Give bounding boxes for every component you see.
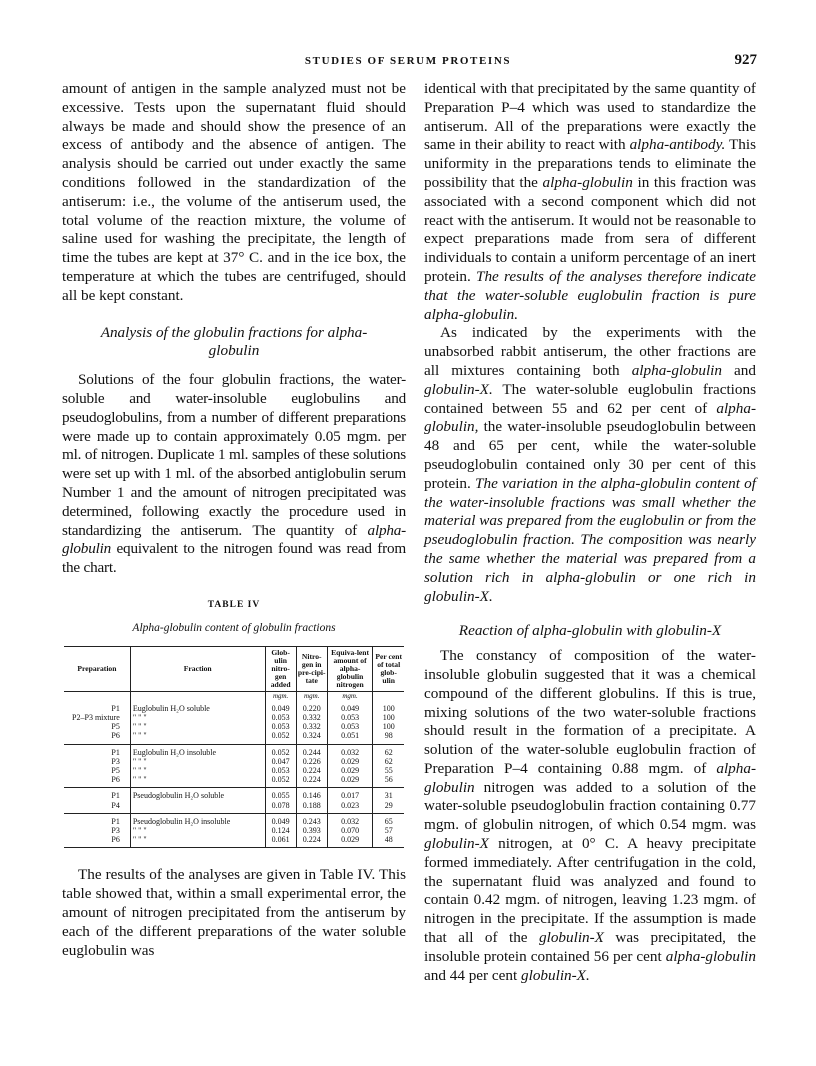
- table-iv: [64, 646, 404, 849]
- table-cell-prep: P4: [111, 800, 120, 810]
- units-row: [64, 691, 404, 701]
- col-header-preparation: Preparation: [77, 663, 117, 673]
- col-header-per-cent: Per cent of total glob-ulin: [373, 646, 404, 691]
- table-cell-prep: P3: [111, 825, 120, 835]
- table-cell-precip: 0.393: [296, 826, 327, 835]
- table-cell-fraction: Euglobulin H₂O insoluble: [130, 744, 265, 757]
- unit-cell: mgm.: [327, 691, 373, 701]
- table-cell-precip: 0.244: [296, 744, 327, 757]
- table-cell-precip: 0.226: [296, 757, 327, 766]
- table-row: [64, 722, 404, 731]
- table-cell-pct: 100: [373, 701, 404, 713]
- table-cell-pct: 100: [373, 722, 404, 731]
- table-cell-pct: 31: [373, 788, 404, 801]
- table-cell-equiv: 0.032: [327, 744, 373, 757]
- table-cell-equiv: 0.049: [327, 701, 373, 713]
- table-cell-fraction: " " ": [130, 775, 265, 788]
- table-cell-fraction: Euglobulin H₂O soluble: [130, 701, 265, 713]
- table-cell-fraction: Pseudoglobulin H₂O insoluble: [130, 813, 265, 826]
- table-cell-added: 0.052: [265, 731, 296, 744]
- col-header-nitrogen-precipitate: Nitro-gen in pre-cipi-tate: [296, 646, 327, 691]
- left-paragraph-1: amount of antigen in the sample analyzed must not be excessive. Tests upon the supernatant fluid should always be made and should show the presence of an excess of antibody and the absence of antigen. The analysis should be carried out under exactly the same conditions followed in the standardization of the antiserum: i.e., the volume of the antiserum used, the total volume of the reaction mixture, the volume of saline used for washing the precipitate, the length of time the tubes are kept at 37° C. and in the ice box, the temperature at which the tubes are centrifuged, should all be kept constant.: [62, 80, 406, 304]
- table-cell-fraction: " " ": [130, 766, 265, 775]
- table-cell-fraction: " " ": [130, 757, 265, 766]
- page-number: 927: [734, 52, 757, 68]
- table-cell-pct: 57: [373, 826, 404, 835]
- table-cell-pct: 55: [373, 766, 404, 775]
- table-cell-prep: P2–P3 mixture: [72, 712, 120, 722]
- table-cell-precip: 0.224: [296, 766, 327, 775]
- right-paragraph-1: identical with that precipitated by the same quantity of Preparation P–4 which was used to standardize the antiserum. All of the preparations were exactly the same in their ability to react with alpha-antibody. This uniformity in the preparations tends to eliminate the possibility that the alpha-globulin in this fraction was associated with a second component which did not react with the antiserum. It would not be reasonable to expect preparations made from sera of different individuals to contain a uniform percentage of an inert protein. The results of the analyses therefore indicate that the water-soluble euglobulin fraction is pure alpha-globulin.: [424, 80, 756, 323]
- table-cell-equiv: 0.029: [327, 757, 373, 766]
- col-header-fraction: Fraction: [130, 646, 265, 691]
- table-cell-equiv: 0.029: [327, 766, 373, 775]
- table-label: TABLE IV: [207, 599, 261, 610]
- table-cell-precip: 0.332: [296, 713, 327, 722]
- unit-cell: mgm.: [265, 691, 296, 701]
- table-cell-added: 0.052: [265, 744, 296, 757]
- table-cell-precip: 0.332: [296, 722, 327, 731]
- table-cell-fraction: " " ": [130, 731, 265, 744]
- table-cell-prep: P6: [111, 731, 120, 741]
- table-cell-prep: P1: [111, 747, 120, 757]
- table-cell-fraction: " " ": [130, 713, 265, 722]
- table-cell-precip: 0.324: [296, 731, 327, 744]
- table-cell-pct: 56: [373, 775, 404, 788]
- table-cell-fraction: [130, 801, 265, 814]
- table-row: [64, 835, 404, 848]
- table-cell-pct: 62: [373, 757, 404, 766]
- table-cell-precip: 0.220: [296, 701, 327, 713]
- table-cell-equiv: 0.070: [327, 826, 373, 835]
- table-row: [64, 744, 404, 757]
- table-cell-prep: P6: [111, 775, 120, 785]
- right-paragraph-2: As indicated by the experiments with the unabsorbed rabbit antiserum, the other fractions are all mixtures containing both alpha-globulin and globulin-X. The water-soluble euglobulin fractions contained between 55 and 62 per cent of alpha-globulin, the water-insoluble pseudoglobulin between 48 and 65 per cent, while the water-soluble pseudoglobulin contained only 30 per cent of this protein. The variation in the alpha-globulin content of the water-insoluble fractions was small whether the material was prepared from the euglobulin or from the pseudoglobulin fraction. The composition was nearly the same whether the material was prepared from a solution rich in alpha-globulin or one rich in globulin-X.: [424, 324, 756, 605]
- table-row: [64, 757, 404, 766]
- table-cell-fraction: " " ": [130, 835, 265, 848]
- table-cell-added: 0.047: [265, 757, 296, 766]
- table-cell-prep: P5: [111, 722, 120, 732]
- table-row: [64, 788, 404, 801]
- table-cell-added: 0.053: [265, 766, 296, 775]
- table-row: [64, 801, 404, 814]
- table-cell-pct: 29: [373, 801, 404, 814]
- table-cell-added: 0.055: [265, 788, 296, 801]
- table-cell-added: 0.124: [265, 826, 296, 835]
- table-cell-fraction: " " ": [130, 826, 265, 835]
- col-header-equivalent-amount: Equiva-lent amount of alpha-globulin nitrogen: [327, 646, 373, 691]
- table-cell-prep: P1: [111, 816, 120, 826]
- table-row: [64, 766, 404, 775]
- table-cell-equiv: 0.051: [327, 731, 373, 744]
- table-cell-pct: 65: [373, 813, 404, 826]
- table-cell-added: 0.053: [265, 713, 296, 722]
- table-cell-prep: P3: [111, 756, 120, 766]
- running-head: STUDIES OF SERUM PROTEINS: [304, 55, 512, 67]
- table-cell-added: 0.078: [265, 801, 296, 814]
- table-row: [64, 775, 404, 788]
- table-cell-prep: P5: [111, 765, 120, 775]
- table-cell-precip: 0.188: [296, 801, 327, 814]
- table-group: [64, 788, 404, 813]
- table-cell-equiv: 0.017: [327, 788, 373, 801]
- table-row: [64, 713, 404, 722]
- right-column: [424, 80, 756, 985]
- table-cell-added: 0.053: [265, 722, 296, 731]
- section-heading-analysis: Analysis of the globulin fractions for alpha-globulin: [100, 323, 368, 360]
- table-cell-prep: P6: [111, 835, 120, 845]
- table-cell-added: 0.052: [265, 775, 296, 788]
- table-cell-equiv: 0.053: [327, 713, 373, 722]
- table-cell-equiv: 0.032: [327, 813, 373, 826]
- table-cell-pct: 100: [373, 713, 404, 722]
- left-paragraph-3: The results of the analyses are given in Table IV. This table showed that, within a small experimental error, the amount of nitrogen precipitated from the antiserum by each of the different preparations of the water soluble euglobulin was: [62, 866, 406, 959]
- table-group: [64, 813, 404, 848]
- table-row: [64, 813, 404, 826]
- table-cell-equiv: 0.023: [327, 801, 373, 814]
- table-group: [64, 744, 404, 788]
- section-heading-reaction: Reaction of alpha-globulin with globulin-X: [458, 622, 722, 640]
- table-cell-precip: 0.224: [296, 835, 327, 848]
- table-cell-equiv: 0.029: [327, 775, 373, 788]
- table-cell-fraction: Pseudoglobulin H₂O soluble: [130, 788, 265, 801]
- table-cell-pct: 48: [373, 835, 404, 848]
- table-cell-added: 0.049: [265, 813, 296, 826]
- table-cell-added: 0.049: [265, 701, 296, 713]
- table-cell-prep: P1: [111, 791, 120, 801]
- table-group: [64, 701, 404, 744]
- table-cell-fraction: " " ": [130, 722, 265, 731]
- table-row: [64, 826, 404, 835]
- right-paragraph-3: The constancy of composition of the water-insoluble globulin suggested that it was a chemical compound of the different globulins. If this is true, mixing solutions of the two water-soluble fractions should result in the formation of a precipitate. A solution of the water-soluble euglobulin fraction of Preparation P–4 containing 0.88 mgm. of alpha-globulin nitrogen was added to a solution of the water-soluble pseudoglobulin fraction containing 0.77 mgm. of globulin nitrogen, of which 0.54 mgm. was globulin-X nitrogen, at 0° C. A heavy precipitate formed immediately. After centrifugation in the cold, the supernatant fluid was analyzed and found to contain 0.42 mgm. of nitrogen, leaving 1.23 mgm. of nitrogen in the precipitate. If the assumption is made that all of the globulin-X was precipitated, the insoluble protein contained 56 per cent alpha-globulin and 44 per cent globulin-X.: [424, 647, 756, 984]
- table-cell-precip: 0.146: [296, 788, 327, 801]
- table-cell-precip: 0.243: [296, 813, 327, 826]
- col-header-nitrogen-added: Glob-ulin nitro-gen added: [265, 646, 296, 691]
- left-column: [62, 80, 406, 960]
- table-row: [64, 701, 404, 713]
- table-caption: Alpha-globulin content of globulin fractions: [132, 621, 336, 634]
- left-paragraph-2: Solutions of the four globulin fractions, the water-soluble and water-insoluble euglobulins and pseudoglobulins, from a number of different preparations were made up to contain approximately 0.05 mgm. per ml. of nitrogen. Duplicate 1 ml. samples of these solutions were set up with 1 ml. of the absorbed antiglobulin serum Number 1 and the amount of nitrogen precipitated was determined, following exactly the procedure used in standardizing the antiserum. The quantity of alpha-globulin equivalent to the nitrogen found was read from the chart.: [62, 371, 406, 577]
- table-cell-precip: 0.224: [296, 775, 327, 788]
- table-row: [64, 731, 404, 744]
- unit-cell: mgm.: [296, 691, 327, 701]
- table-cell-equiv: 0.029: [327, 835, 373, 848]
- table-cell-pct: 98: [373, 731, 404, 744]
- table-cell-added: 0.061: [265, 835, 296, 848]
- table-cell-pct: 62: [373, 744, 404, 757]
- table-header-row: [64, 646, 404, 691]
- table-cell-prep: P1: [111, 703, 120, 713]
- table-cell-equiv: 0.053: [327, 722, 373, 731]
